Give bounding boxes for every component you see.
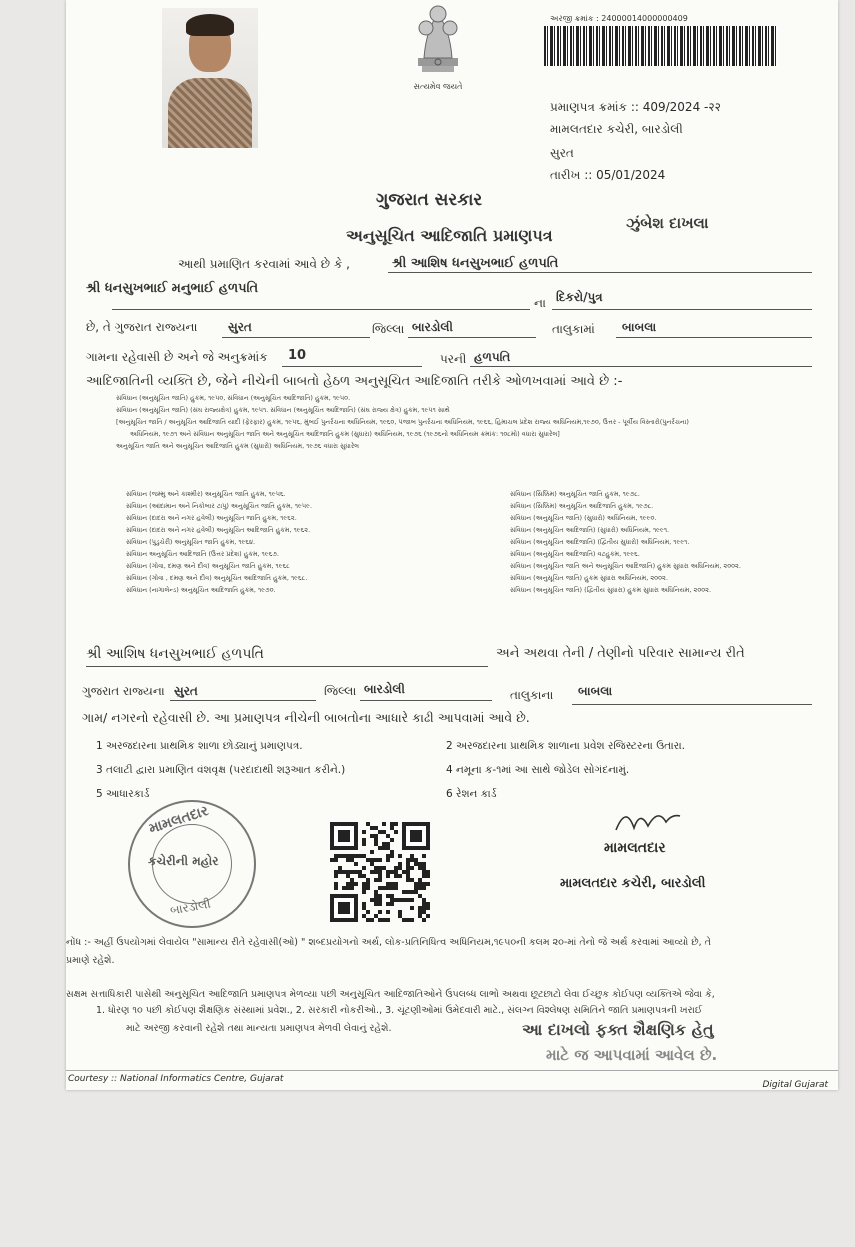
application-number: અરજી ક્રમાંક : 24000014000000409 (550, 14, 688, 23)
jilla-label: જિલ્લા (372, 322, 405, 336)
certificate-number: પ્રમાણપત્ર ક્રમાંક :: 409/2024 -२२ (550, 100, 721, 114)
district: સુરત (550, 146, 574, 160)
office-seal (128, 800, 256, 928)
tribe-statement: આદિજાતિની વ્યક્તિ છે, જેને નીચેની બાબતો હેઠળ અનુસૂચિત આદિજાતિ તરીકે ઓળખવામાં આવે છે :- (86, 374, 623, 389)
parent-name: શ્રી ધનસુખભાઈ મનુભાઈ હળપતિ (86, 281, 259, 296)
footer-courtesy: Courtesy :: National Informatics Centre, Gujarat (68, 1074, 284, 1084)
district-value: સુરત (228, 320, 252, 334)
parni-label: પરની (440, 352, 467, 366)
relation: દિકરો/પુત્ર (556, 290, 603, 304)
document-item: 4 નમૂના ક-૧માં આ સાથે જોડેલ સોગંદનામું. (446, 764, 630, 776)
seal-middle-text: કચેરીની મહોર (148, 854, 219, 868)
national-emblem-icon (404, 0, 472, 80)
educational-stamp-line2: માટે જ આપવામાં આવેલ છે. (546, 1046, 718, 1064)
legal-orders-left: સંવિધાન (જમ્મુ અને કાશ્મીર) અનુસૂચિત જાતિ હુકમ, ૧૯૫૬. સંવિધાન (આંદામાન અને નિકોબાર ટાપુ) અનુસૂચિત જાતિ હુકમ, ૧૯૫૯. સંવિધાન (દાદરા અને નગર હવેલી) અનુસૂચિત જાતિ હુકમ, ૧૯૬૨. સંવિધાન (દાદરા અને નગર હવેલી) અનુસૂચિત આદિજાતિ હુકમ, ૧૯૬૨. સંવિધાન (પુડુચેરી) અનુસૂચિત જાતિ હુકમ, ૧૯૬૪. સંવિધાન અનુસૂચિત આદિજાતિ (ઉત્તર પ્રદેશ) હુકમ, ૧૯૬૭. સંવિધાન (ગોવા, દમણ અને દીવ) અનુસૂચિત જાતિ હુકમ, ૧૯૬૮ સંવિધાન (ગોવા , દમણ અને દીવ) અનુસૂચિત આદિજાતિ હુકમ, ૧૯૬૮. સંવિધાન (નાગાલેન્ડ) અનુસૂચિત આદિજાતિ હુકમ, ૧૯૭૦. (126, 490, 313, 594)
note-list: 1. ધોરણ ૧૦ પછી કોઈપણ શૈક્ષણિક સંસ્થામાં પ્રવેશ., 2. સરકારી નોકરીઓ., 3. ચૂંટણીઓમાં ઉમેદવારી માટે., સંલગ્ન વિશ્લેષણ સમિતિને જાતિ પ્રમાણપત્રની ખરાઈ માટે અરજી કરવાની રહેશે તથા માન્યતા પ્રમાણપત્ર મેળવી લેવાનું રહેશે. (96, 1005, 703, 1034)
signatory-title: મામલતદાર (604, 840, 666, 856)
taluka-label: તાલુકામાં (552, 322, 595, 336)
certify-text: આથી પ્રમાણિત કરવામાં આવે છે કે , (178, 257, 350, 271)
legal-orders-right: સંવિધાન (સિક્કિમ) અનુસૂચિત જાતિ હુકમ, ૧૯૭૮. સંવિધાન (સિક્કિમ) અનુસૂચિત આદિજાતિ હુકમ, ૧૯૭૮. સંવિધાન (અનુસૂચિત જાતિ) (સુધારો) અધિનિયમ, ૧૯૯૦. સંવિધાન (અનુસૂચિત આદિજાતિ) (સુધારો) અધિનિયમ, ૧૯૯૧. સંવિધાન (અનુસૂચિત આદિજાતિ) (દ્વિતીય સુધારો) અધિનિયમ, ૧૯૯૧. સંવિધાન (અનુસૂચિત આદિજાતિ) વટહુકમ, ૧૯૯૬. સંવિધાન (અનુસૂચિત જાતિ અને અનુસૂચિત આદિજાતિ) હુકમ સુધારા અધિનિયમ, ૨૦૦૨. સંવિધાન (અનુસૂચિત જાતિ) હુકમ સુધારા અધિનિયમ, ૨૦૦૨. સંવિધાન (અનુસૂચિત જાતિ) (દ્વિતીય સુધારા) હુકમ સુધારા અધિનિયમ, ૨૦૦૨. (510, 490, 741, 594)
document-item: 5 આધારકાર્ડ (96, 788, 150, 800)
educational-stamp-line1: આ દાખલો ફક્ત શૈક્ષણિક હેતુ (522, 1020, 714, 1039)
taluka-label-2: તાલુકાના (510, 688, 554, 702)
issuing-office: મામલતદાર કચેરી, બારડોલી (550, 122, 683, 136)
document-item: 6 રેશન કાર્ડ (446, 788, 497, 800)
footer-digital-gujarat: Digital Gujarat (762, 1080, 828, 1090)
document-item: 3 તલાટી દ્વારા પ્રમાણિત વંશવૃક્ષ (પરદાદાથી શરૂઆત કરીને.) (96, 764, 346, 776)
issue-date: તારીખ :: 05/01/2024 (550, 168, 666, 182)
document-item: 2 અરજદારના પ્રાથમિક શાળાના પ્રવેશ રજિસ્ટરના ઉતારા. (446, 740, 686, 752)
legal-orders-top: સંવિધાન (અનુસૂચિત જાતિ) હુકમ, ૧૯૫૦, સંવિધાન (અનુસૂચિત આદિજાતિ) હુકમ, ૧૯૫૦. સંવિધાન (અનુસૂચિત જાતિ) (સંઘ રાજ્યક્ષેત્ર) હુકમ, ૧૯૫૧. સંવિધાન (અનુસૂચિત આદિજાતિ) (સંઘ રાજ્ય ક્ષેત્ર) હુકમ, ૧૯૫૧ સાથે [અનુસૂચિત જાતિ / અનુસૂચિત આદિજાતિ યાદી (ફેરફાર) હુકમ, ૧૯૫૬, મુંબઈ પુનર્રચના અધિનિયમ, ૧૯૬૦, પંજાબ પુનર્રચના અધિનિયમ, ૧૯૬૬, હિમાચલ પ્રદેશ રાજ્ય અધિનિયમ,૧૯૭૦, ઉત્તર - પૂર્વીય વિસ્તારો(પુનર્રચના) અધિનિયમ, ૧૯૭૧ અને સંવિધાન અનુસૂચિત જાતિ અને અનુસૂચિત આદિજાતિ હુકમ (સુધારા) અધિનિયમ, ૧૯૭૬ (૧૯૭૬નો અધિનિયમ ક્રમાંક: ૧૦૮મો) વધારા સુધારેલ] અનુસૂચિત જાતિ અને અનુસૂચિત આદિજાતિ હુકમ (સુધારો) અધિનિયમ, ૧૯૭૬ વધારા સુધારેલ (116, 394, 689, 450)
emblem-caption: સત્યમેવ જયતે (413, 82, 463, 91)
certificate-paper (66, 0, 838, 1090)
jilla-value-2: બારડોલી (364, 682, 405, 696)
note-eligibility: સક્ષમ સત્તાધિકારી પાસેથી અનુસૂચિત આદિજાતિ પ્રમાણપત્ર મેળવ્યા પછી અનુસૂચિત આદિજાતિઓને ઉપલબ્ધ લાભો અથવા છૂટછાટો લેવા ઈચ્છુક કોઈપણ વ્યક્તિએ જેવા કે, (66, 989, 715, 1000)
qr-code (330, 822, 430, 922)
barcode (544, 26, 778, 66)
govt-title: ગુજરાત સરકાર (376, 190, 483, 210)
note-residency: નોંધ :- અહીં ઉપયોગમાં લેવાયેલ "સામાન્ય રીતે રહેવાસી(ઓ) " શબ્દપ્રયોગનો અર્થ, લોક-પ્રતિનિધિત્વ અધિનિયમ,૧૯૫૦ની કલમ ૨૦-માં તેનો જે અર્થ કરવામાં આવ્યો છે, તે પ્રમાણે રહેશે. (66, 937, 711, 966)
applicant-name-repeat: શ્રી આશિષ ધનસુખભાઈ હળપતિ (86, 646, 264, 662)
taluka-value-2: બાબલા (578, 684, 613, 698)
village-text: ગામના રહેવાસી છે અને જે અનુક્રમાંક (86, 350, 268, 364)
seal-top-text: મામલતદાર (147, 802, 211, 838)
certificate-title: અનુસૂચિત આદિજાતિ પ્રમાણપત્ર (346, 226, 553, 245)
state-text-2: ગુજરાત રાજ્યના (82, 684, 165, 698)
campaign-label: ઝુંબેશ દાખલા (626, 214, 709, 232)
serial-number: 10 (288, 348, 307, 363)
applicant-photo (162, 8, 258, 148)
signature (606, 800, 706, 840)
state-text: છે, તે ગુજરાત રાજ્યના (86, 320, 198, 334)
state-district: સુરત (174, 684, 198, 698)
signatory-office: મામલતદાર કચેરી, બારડોલી (560, 876, 706, 891)
family-text: અને અથવા તેની / તેણીનો પરિવાર સામાન્ય રીતે (496, 646, 745, 661)
seal-bottom-text: બારડોલી (169, 896, 212, 918)
taluka-value: બાબલા (622, 320, 657, 334)
jilla-value: બારડોલી (412, 320, 453, 334)
na-label: ના (534, 296, 546, 310)
applicant-name: શ્રી આશિષ ધનસુખભાઈ હળપતિ (392, 256, 559, 271)
document-item: 1 અરજદારના પ્રાથમિક શાળા છોડ્યાનું પ્રમાણપત્ર. (96, 740, 303, 752)
basis-text: ગામ/ નગરનો રહેવાસી છે. આ પ્રમાણપત્ર નીચેની બાબતોના આધારે કાઢી આપવામાં આવે છે. (82, 710, 530, 725)
caste-name: હળપતિ (474, 350, 511, 364)
jilla-label-2: જિલ્લા (324, 684, 357, 698)
